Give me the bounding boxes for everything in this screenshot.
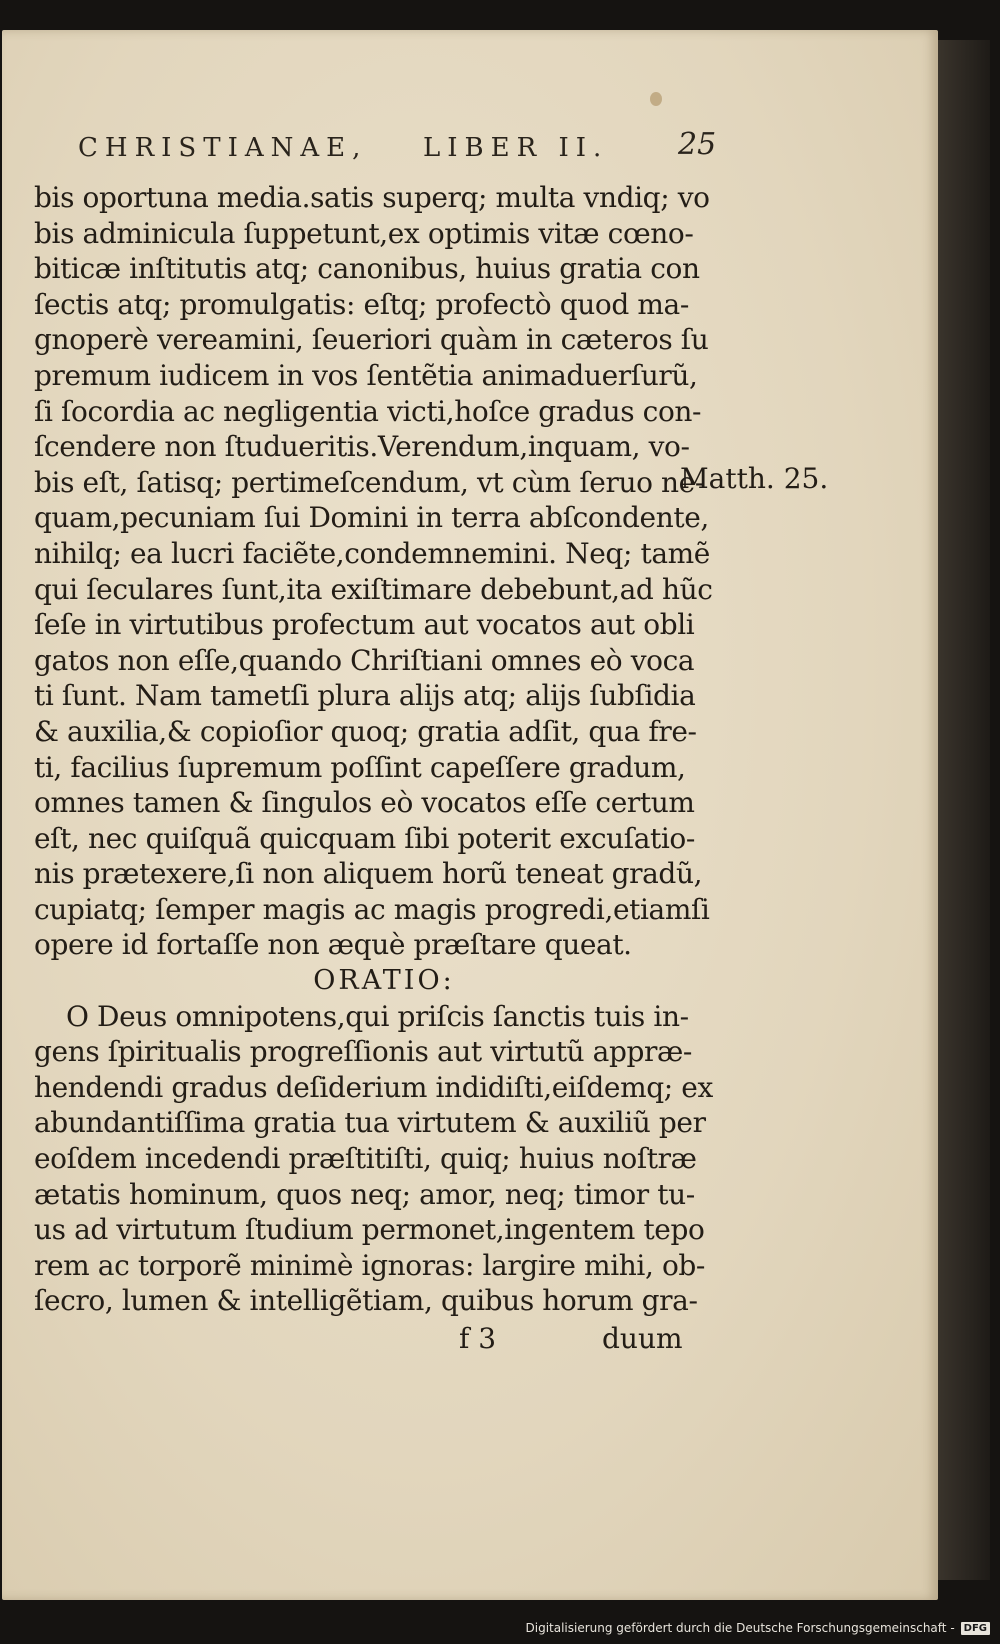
dfg-logo: DFG	[961, 1622, 990, 1635]
text-line: ti ſunt. Nam tametſi plura alijs atq; alijs ſubſidia	[34, 679, 696, 713]
digitization-footer	[526, 1618, 991, 1638]
page-number: 25	[678, 127, 717, 162]
text-line: cupiatq; ſemper magis ac magis progredi,etiamſi	[34, 892, 710, 926]
oratio-line: eoſdem incedendi præſtitiſti, quiq; huius noſtræ	[34, 1142, 697, 1176]
page-edge	[938, 40, 990, 1580]
text-line: nis prætexere,ſi non aliquem horũ teneat gradũ,	[34, 857, 703, 891]
text-line: ſcendere non ſtudueritis.Verendum,inquam, vo-	[34, 430, 690, 464]
margin-note: Matth. 25.	[680, 462, 829, 495]
text-line: & auxilia,& copioſior quoq; gratia adſit, qua fre-	[34, 714, 697, 748]
text-line: ſectis atq; promulgatis: eſtq; profectò quod ma-	[34, 287, 689, 321]
text-line: eſt, nec quiſquã quicquam ſibi poterit excuſatio-	[34, 821, 695, 855]
oratio-heading: ORATIO:	[313, 965, 455, 997]
oratio-line: O Deus omnipotens,qui priſcis ſanctis tuis in-	[66, 999, 689, 1033]
text-line: biticæ inſtitutis atq; canonibus, huius gratia con	[34, 252, 700, 286]
catchword: duum	[602, 1322, 683, 1355]
signature-mark: f 3	[459, 1322, 497, 1355]
running-header	[78, 127, 717, 169]
text-line: qui ſeculares ſunt,ita exiſtimare debebunt,ad hũc	[34, 572, 713, 606]
text-line: nihilq; ea lucri faciẽte,condemnemini. Neq; tamẽ	[34, 536, 710, 570]
text-line: ſeſe in virtutibus profectum aut vocatos aut obli	[34, 608, 695, 642]
footer-text: Digitalisierung gefördert durch die Deutsche Forschungsgemeinschaft -	[525, 1621, 955, 1635]
page-foot	[34, 1322, 683, 1358]
header-title: CHRISTIANAE,	[78, 133, 368, 163]
text-line: bis oportuna media.satis superq; multa vndiq; vo	[34, 181, 710, 214]
oratio-line: abundantiſſima gratia tua virtutem & auxiliũ per	[34, 1106, 706, 1140]
text-line: gatos non eſſe,quando Chriſtiani omnes eò voca	[34, 643, 695, 677]
text-line: bis adminicula ſuppetunt,ex optimis vitæ cœno-	[34, 216, 694, 250]
text-line: ſi ſocordia ac negligentia victi,hoſce gradus con-	[34, 394, 702, 428]
text-line: bis eſt, ſatisq; pertimeſcendum, vt cùm ſeruo ne-	[34, 465, 704, 499]
header-book: LIBER II.	[423, 133, 609, 163]
text-line: opere id fortaſſe non æquè præſtare queat.	[34, 928, 632, 962]
body-text	[34, 180, 713, 1319]
paper-stain	[650, 92, 662, 106]
oratio-line: gens ſpiritualis progreſſionis aut virtutũ appræ-	[34, 1035, 692, 1069]
oratio-line: rem ac torporẽ minimè ignoras: largire mihi, ob-	[34, 1248, 705, 1282]
text-line: quam,pecuniam ſui Domini in terra abſcondente,	[34, 501, 709, 535]
text-line: omnes tamen & ſingulos eò vocatos eſſe certum	[34, 786, 695, 820]
text-line: premum iudicem in vos ſentẽtia animaduerſurũ,	[34, 358, 698, 392]
oratio-line: us ad virtutum ſtudium permonet,ingentem tepo	[34, 1213, 705, 1247]
oratio-line: hendendi gradus deſiderium indidiſti,eiſdemq; ex	[34, 1070, 713, 1104]
text-line: ti, facilius ſupremum poſſint capeſſere gradum,	[34, 750, 686, 784]
oratio-line: ſecro, lumen & intelligẽtiam, quibus horum gra-	[34, 1284, 698, 1318]
text-line: gnoperè vereamini, ſeueriori quàm in cæteros ſu	[34, 323, 709, 357]
oratio-line: ætatis hominum, quos neq; amor, neq; timor tu-	[34, 1177, 695, 1211]
